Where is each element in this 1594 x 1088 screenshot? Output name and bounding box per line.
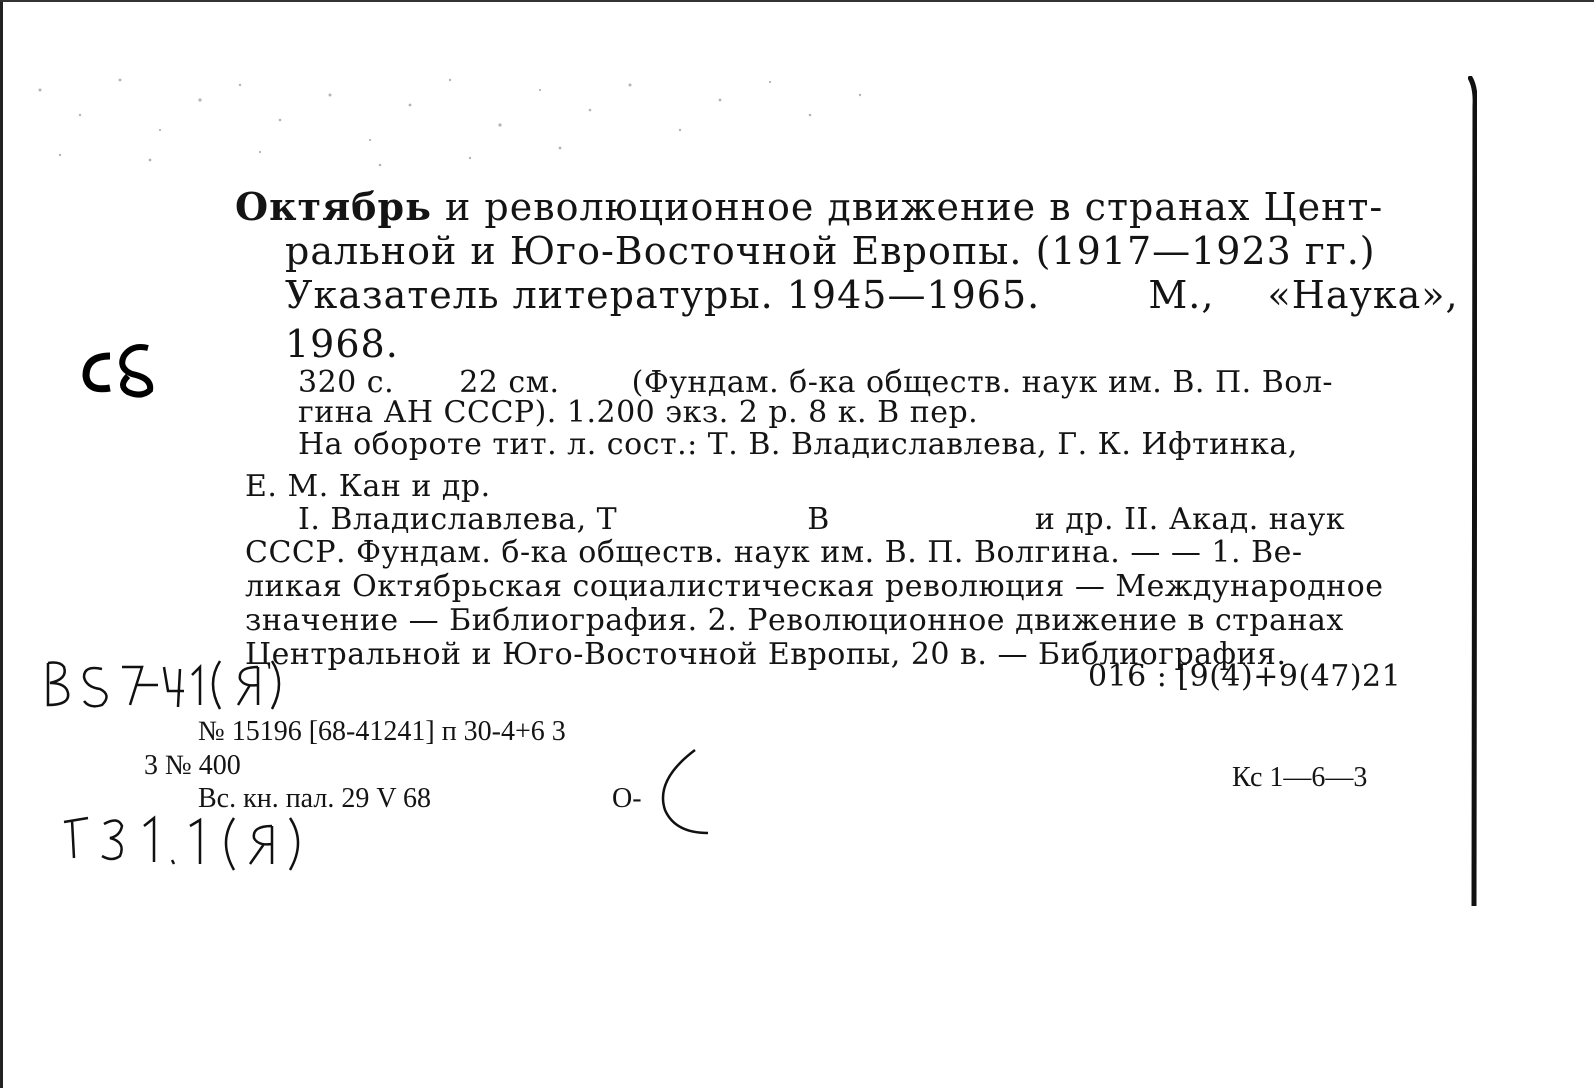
description-line-2: гина АН СССР). 1.200 экз. 2 р. 8 к. В пер. xyxy=(298,395,979,430)
handwritten-sb-mark xyxy=(80,338,170,398)
handwritten-arc xyxy=(640,745,720,840)
o-mark: О- xyxy=(612,783,642,814)
note-line-1: На обороте тит. л. сост.: Т. В. Владиславлева, Г. К. Ифтинка, xyxy=(298,427,1298,462)
tracing-line-5: Центральной и Юго-Восточной Европы, 20 в. — Библиография. xyxy=(245,637,1287,672)
tracing-line-1-c: и др. II. Акад. наук xyxy=(1034,502,1346,537)
handwritten-classification-1 xyxy=(40,655,290,715)
title-line-3-b: М., xyxy=(1148,273,1215,317)
print-number: № 15196 [68-41241] п 30-4+6 3 xyxy=(198,716,566,747)
title-line-3-a: Указатель литературы. 1945—1965. xyxy=(285,273,1041,317)
tracing-line-1-a: I. Владиславлева, Т xyxy=(298,502,618,537)
title-line-3 xyxy=(285,273,1459,317)
tracing-line-1-b: В xyxy=(807,502,830,537)
book-chamber: Вс. кн. пал. 29 V 68 xyxy=(198,783,432,814)
title-line-3-c: «Наука», xyxy=(1267,273,1459,317)
card-right-edge xyxy=(1468,76,1477,906)
scan-border-top xyxy=(0,0,1594,2)
title-line-1-rest: и революционное движение в странах Цент- xyxy=(444,185,1384,229)
udc-index: 016 : [9(4)+9(47)21 xyxy=(1088,659,1402,694)
tracing-line-1 xyxy=(298,502,1346,537)
description-pages: 320 с. xyxy=(298,365,395,400)
title-line-4: 1968. xyxy=(285,322,399,366)
description-series: (Фундам. б-ка обществ. наук им. В. П. Вол- xyxy=(631,365,1334,400)
note-line-2: Е. М. Кан и др. xyxy=(245,469,491,504)
tracing-line-3: ликая Октябрьская социалистическая революция — Международное xyxy=(245,569,1384,604)
title-bold-word: Октябрь xyxy=(235,184,432,229)
tracing-line-2: СССР. Фундам. б-ка обществ. наук им. В. П. Волгина. — — 1. Ве- xyxy=(245,535,1303,570)
tracing-line-4: значение — Библиография. 2. Революционное движение в странах xyxy=(245,603,1344,638)
scan-noise xyxy=(0,60,900,180)
title-line-1 xyxy=(235,184,1384,229)
handwritten-classification-2 xyxy=(58,808,318,878)
ks-code: Кс 1—6—3 xyxy=(1232,762,1368,793)
order-number: 3 № 400 xyxy=(144,750,241,781)
description-size: 22 см. xyxy=(459,365,560,400)
description-line-1 xyxy=(298,365,1334,400)
title-line-2: ральной и Юго-Восточной Европы. (1917—1923 гг.) xyxy=(285,229,1376,273)
